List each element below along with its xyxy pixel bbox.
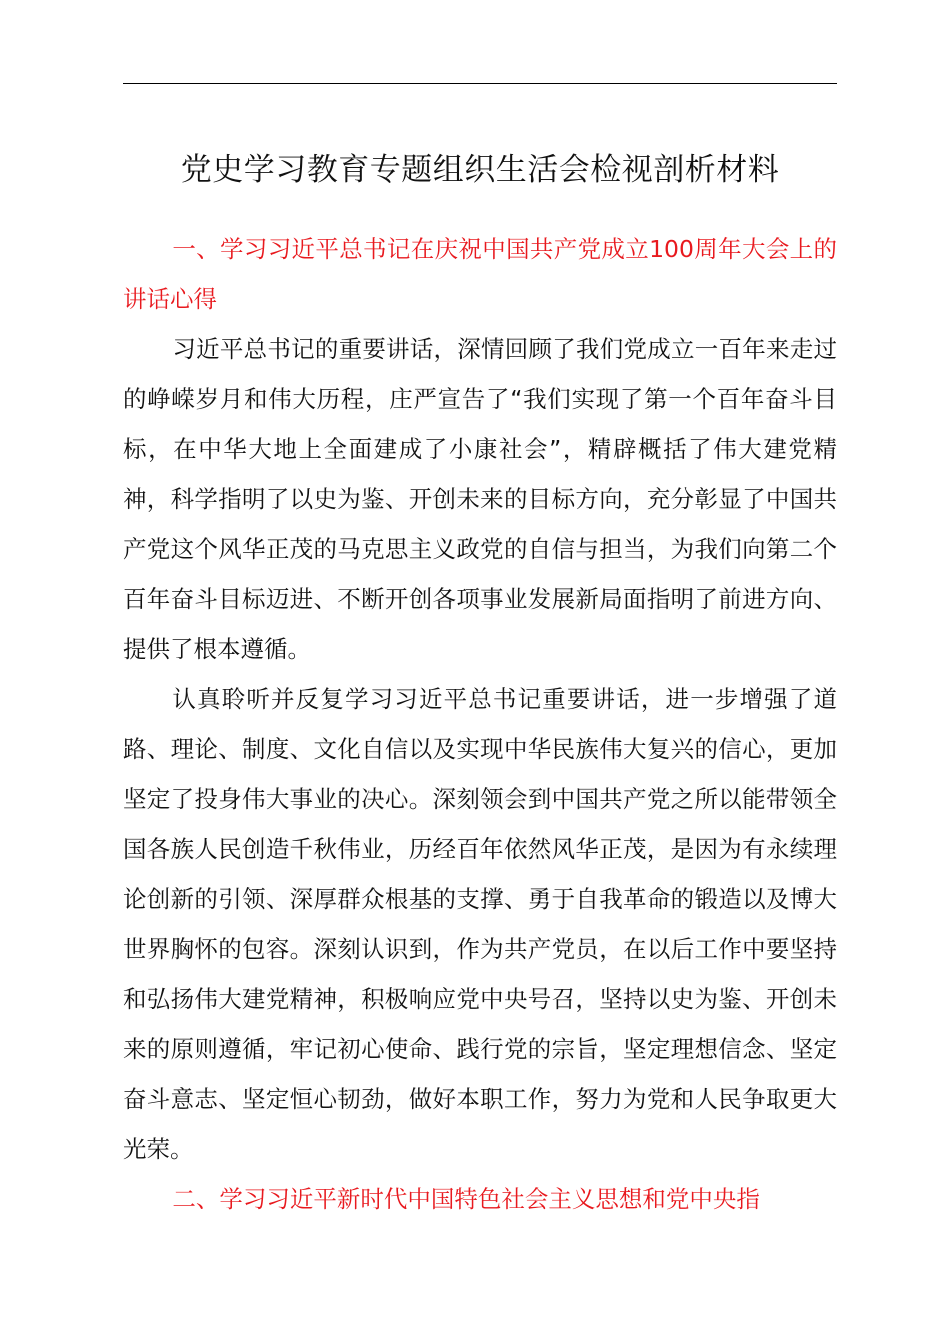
- document-title: 党史学习教育专题组织生活会检视剖析材料: [180, 152, 780, 188]
- document-body: [123, 224, 837, 1224]
- section-1-paragraph-2: 认真聆听并反复学习习近平总书记重要讲话，进一步增强了道路、理论、制度、文化自信以及实现中华民族伟大复兴的信心，更加坚定了投身伟大事业的决心。深刻领会到中国共产党之所以能带领全国各族人民创造千秋伟业，历经百年依然风华正茂，是因为有永续理论创新的引领、深厚群众根基的支撑、勇于自我革命的锻造以及博大世界胸怀的包容。深刻认识到，作为共产党员，在以后工作中要坚持和弘扬伟大建党精神，积极响应党中央号召，坚持以史为鉴、开创未来的原则遵循，牢记初心使命、践行党的宗旨，坚定理想信念、坚定奋斗意志、坚定恒心韧劲，做好本职工作，努力为党和人民争取更大光荣。: [123, 685, 837, 1163]
- section-heading-2: 二、学习习近平新时代中国特色社会主义思想和党中央指: [172, 1185, 760, 1213]
- section-heading-1: 一、学习习近平总书记在庆祝中国共产党成立100周年大会上的讲话心得: [123, 235, 837, 313]
- header-rule: [123, 83, 837, 84]
- section-1-paragraph-1: 习近平总书记的重要讲话，深情回顾了我们党成立一百年来走过的峥嵘岁月和伟大历程，庄严宣告了“我们实现了第一个百年奋斗目标，在中华大地上全面建成了小康社会”，精辟概括了伟大建党精神，科学指明了以史为鉴、开创未来的目标方向，充分彰显了中国共产党这个风华正茂的马克思主义政党的自信与担当，为我们向第二个百年奋斗目标迈进、不断开创各项事业发展新局面指明了前进方向、提供了根本遵循。: [123, 335, 837, 663]
